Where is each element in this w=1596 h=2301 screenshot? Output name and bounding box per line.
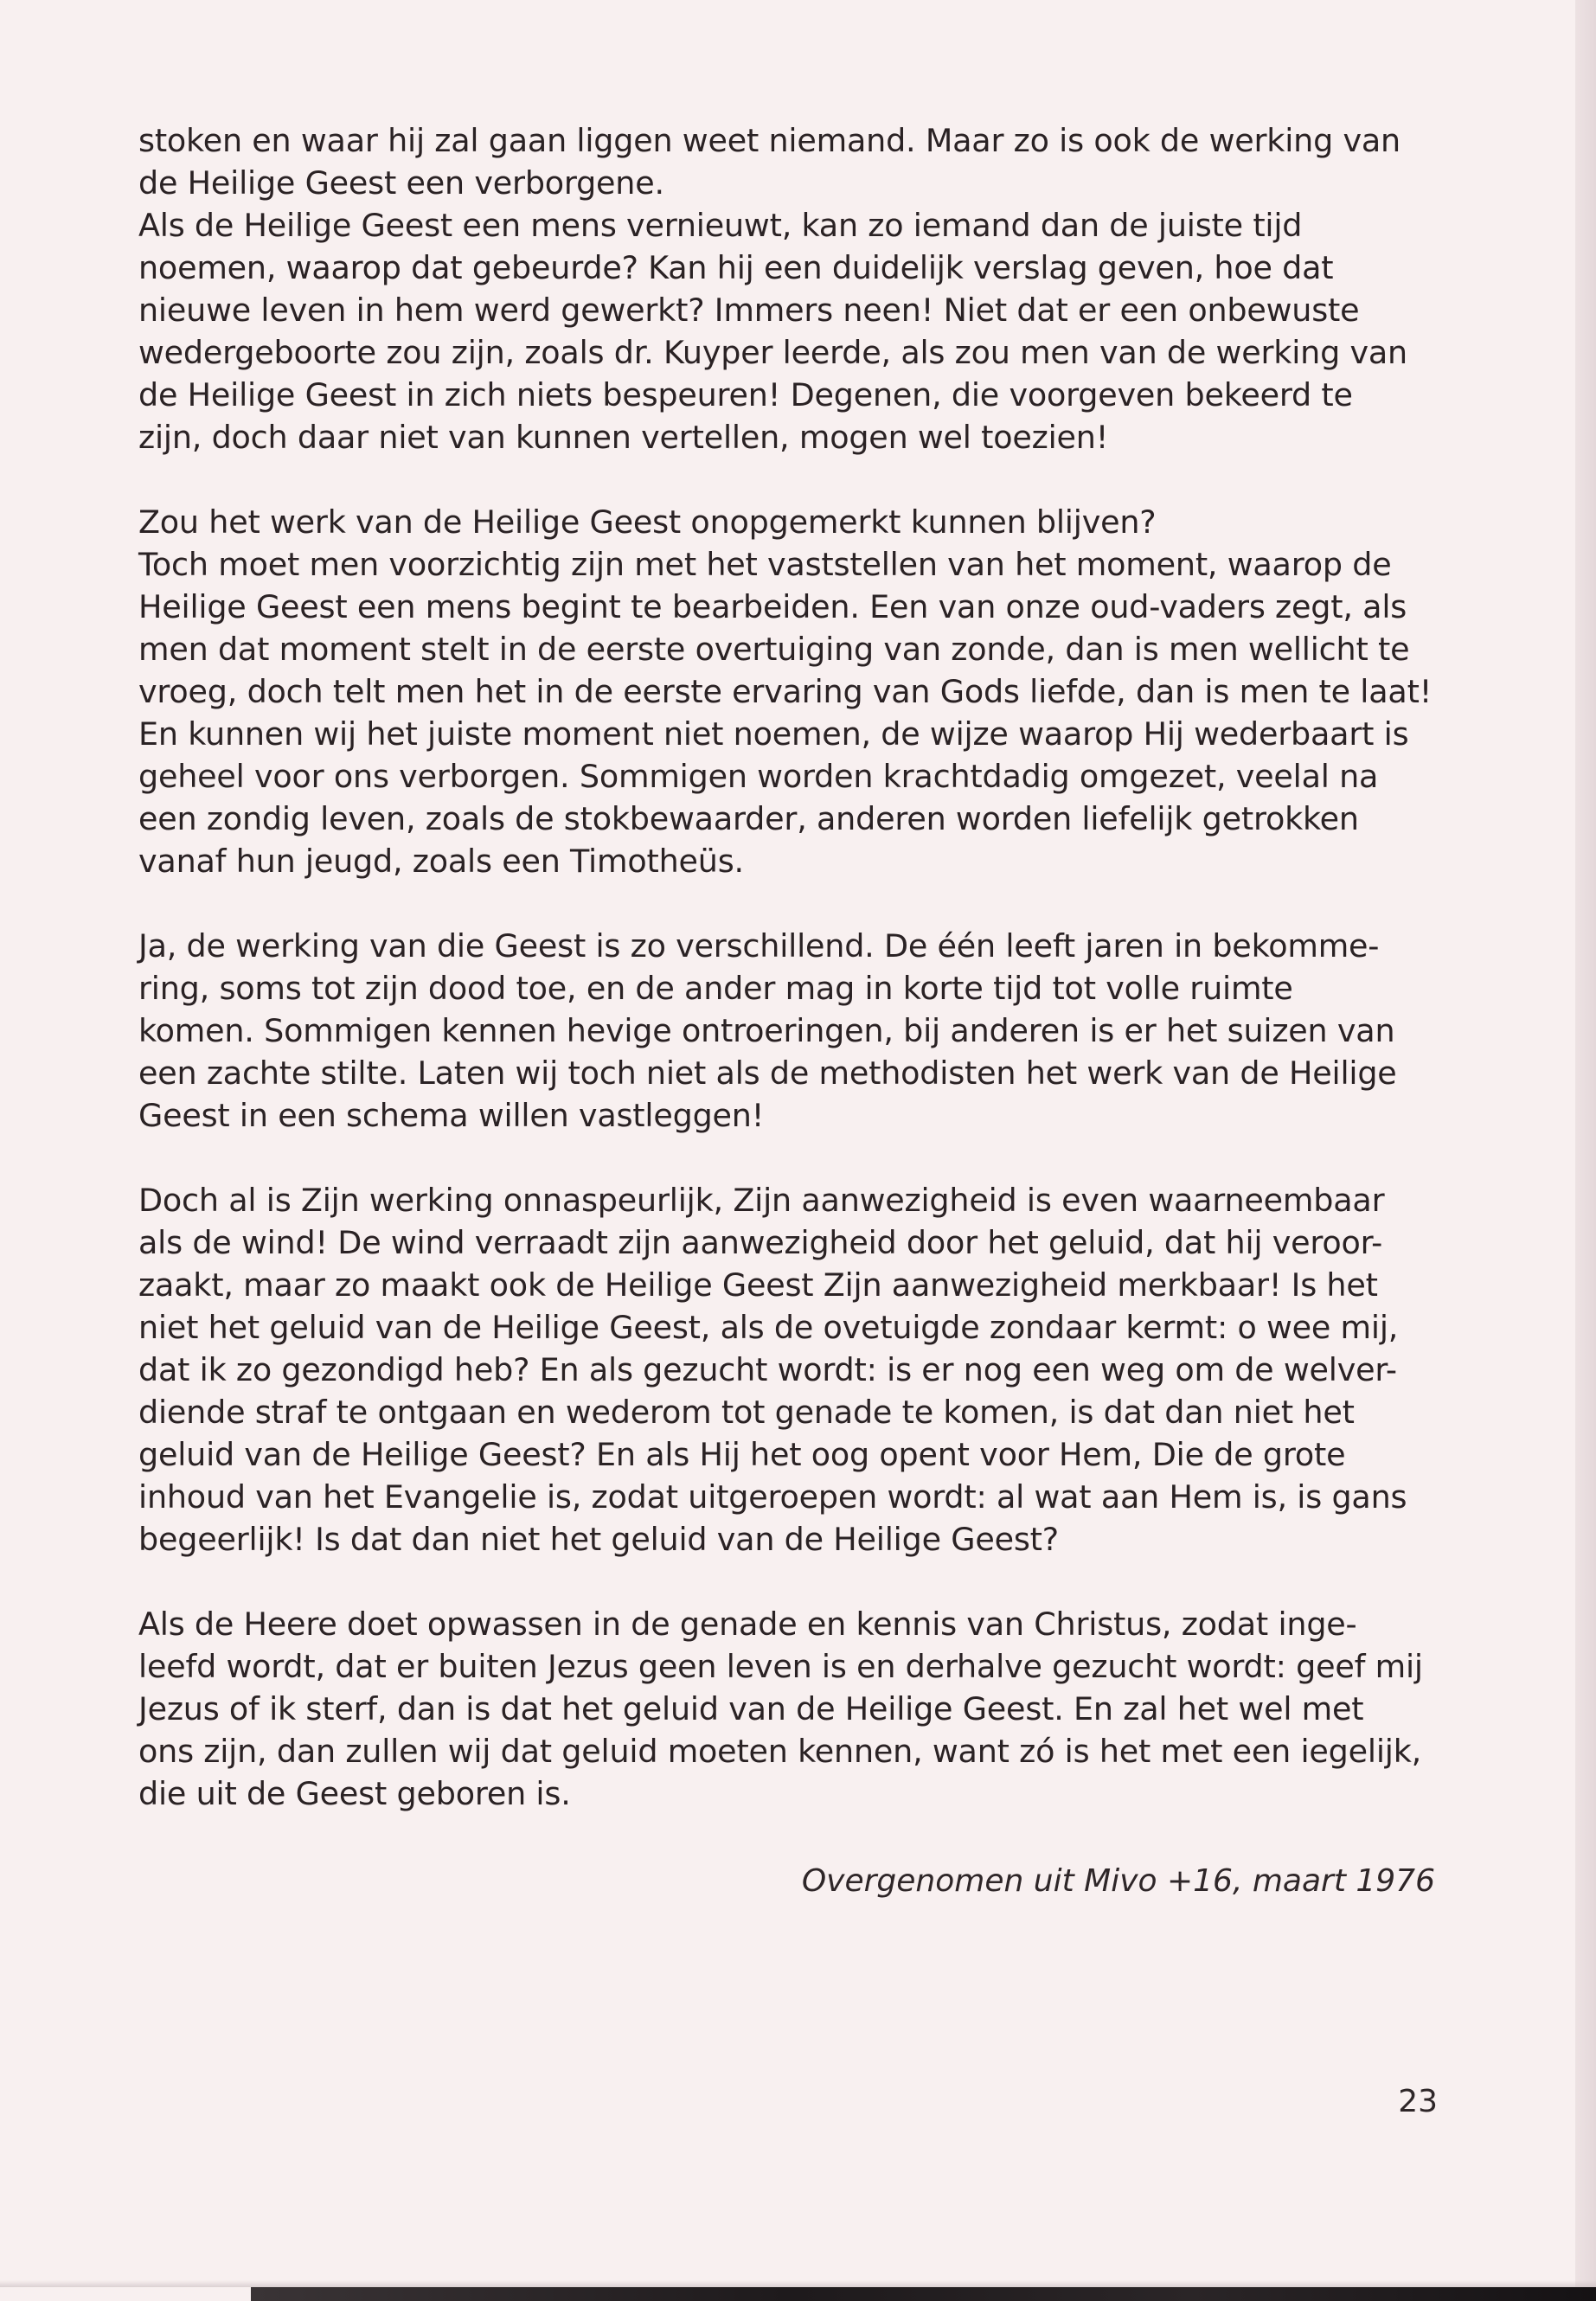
text-line: stoken en waar hij zal gaan liggen weet niemand. Maar zo is ook de werking van xyxy=(138,122,1401,159)
text-line: de Heilige Geest in zich niets bespeuren! Degenen, die voorgeven bekeerd te xyxy=(138,376,1353,413)
text-line: inhoud van het Evangelie is, zodat uitgeroepen wordt: al wat aan Hem is, is gans xyxy=(138,1478,1407,1516)
scan-edge-bar xyxy=(251,2287,1596,2301)
text-line: ring, soms tot zijn dood toe, en de ander mag in korte tijd tot volle ruimte xyxy=(138,970,1293,1007)
text-line: zijn, doch daar niet van kunnen vertellen, mogen wel toezien! xyxy=(138,419,1109,456)
text-line: die uit de Geest geboren is. xyxy=(138,1775,571,1812)
text-line: wedergeboorte zou zijn, zoals dr. Kuyper leerde, als zou men van de werking van xyxy=(138,334,1407,371)
text-line: geheel voor ons verborgen. Sommigen worden krachtdadig omgezet, veelal na xyxy=(138,758,1379,795)
text-line: Heilige Geest een mens begint te bearbeiden. Een van onze oud-vaders zegt, als xyxy=(138,588,1407,625)
paragraph-5 xyxy=(138,1603,1445,1815)
text-line: als de wind! De wind verraadt zijn aanwezigheid door het geluid, dat hij veroor- xyxy=(138,1224,1383,1261)
paragraph-1 xyxy=(138,119,1445,458)
page-edge-shadow xyxy=(1575,0,1596,2301)
text-line: Doch al is Zijn werking onnaspeurlijk, Zijn aanwezigheid is even waarneembaar xyxy=(138,1182,1385,1219)
paragraph-2 xyxy=(138,501,1445,882)
text-line: komen. Sommigen kennen hevige ontroeringen, bij anderen is er het suizen van xyxy=(138,1012,1395,1049)
text-line: zaakt, maar zo maakt ook de Heilige Geest Zijn aanwezigheid merkbaar! Is het xyxy=(138,1266,1378,1304)
text-line: begeerlijk! Is dat dan niet het geluid van de Heilige Geest? xyxy=(138,1521,1059,1558)
text-line: dat ik zo gezondigd heb? En als gezucht wordt: is er nog een weg om de welver- xyxy=(138,1351,1397,1388)
source-attribution: Overgenomen uit Mivo +16, maart 1976 xyxy=(801,1863,1435,1899)
text-line: leefd wordt, dat er buiten Jezus geen leven is en derhalve gezucht wordt: geef mij xyxy=(138,1648,1423,1685)
text-line: nieuwe leven in hem werd gewerkt? Immers neen! Niet dat er een onbewuste xyxy=(138,292,1360,329)
text-line: Ja, de werking van die Geest is zo verschillend. De één leeft jaren in bekomme- xyxy=(138,927,1380,965)
text-line: diende straf te ontgaan en wederom tot genade te komen, is dat dan niet het xyxy=(138,1394,1355,1431)
text-line: Als de Heere doet opwassen in de genade en kennis van Christus, zodat inge- xyxy=(138,1606,1357,1643)
text-line: een zondig leven, zoals de stokbewaarder, anderen worden liefelijk getrokken xyxy=(138,800,1359,837)
text-line: Jezus of ik sterf, dan is dat het geluid van de Heilige Geest. En zal het wel met xyxy=(138,1690,1364,1727)
text-line: geluid van de Heilige Geest? En als Hij het oog opent voor Hem, Die de grote xyxy=(138,1436,1346,1473)
text-line: En kunnen wij het juiste moment niet noemen, de wijze waarop Hij wederbaart is xyxy=(138,715,1409,753)
page-number: 23 xyxy=(1398,2084,1438,2119)
text-line: ons zijn, dan zullen wij dat geluid moeten kennen, want zó is het met een iegelijk, xyxy=(138,1733,1422,1770)
text-line: noemen, waarop dat gebeurde? Kan hij een duidelijk verslag geven, hoe dat xyxy=(138,249,1334,286)
scan-shadow xyxy=(0,2280,1596,2287)
paragraph-3 xyxy=(138,925,1445,1137)
paragraph-4 xyxy=(138,1179,1445,1561)
text-line: vroeg, doch telt men het in de eerste ervaring van Gods liefde, dan is men te laat! xyxy=(138,673,1433,710)
text-line: niet het geluid van de Heilige Geest, als de ovetuigde zondaar kermt: o wee mij, xyxy=(138,1309,1399,1346)
text-line: Toch moet men voorzichtig zijn met het vaststellen van het moment, waarop de xyxy=(138,546,1392,583)
text-line: vanaf hun jeugd, zoals een Timotheüs. xyxy=(138,843,744,880)
text-line: Als de Heilige Geest een mens vernieuwt, kan zo iemand dan de juiste tijd xyxy=(138,207,1303,244)
text-line: Geest in een schema willen vastleggen! xyxy=(138,1097,765,1134)
text-line: men dat moment stelt in de eerste overtuiging van zonde, dan is men wellicht te xyxy=(138,631,1410,668)
text-line: de Heilige Geest een verborgene. xyxy=(138,164,664,202)
article-body xyxy=(138,119,1445,1857)
text-line: een zachte stilte. Laten wij toch niet als de methodisten het werk van de Heilige xyxy=(138,1054,1397,1092)
text-line: Zou het werk van de Heilige Geest onopgemerkt kunnen blijven? xyxy=(138,503,1157,541)
